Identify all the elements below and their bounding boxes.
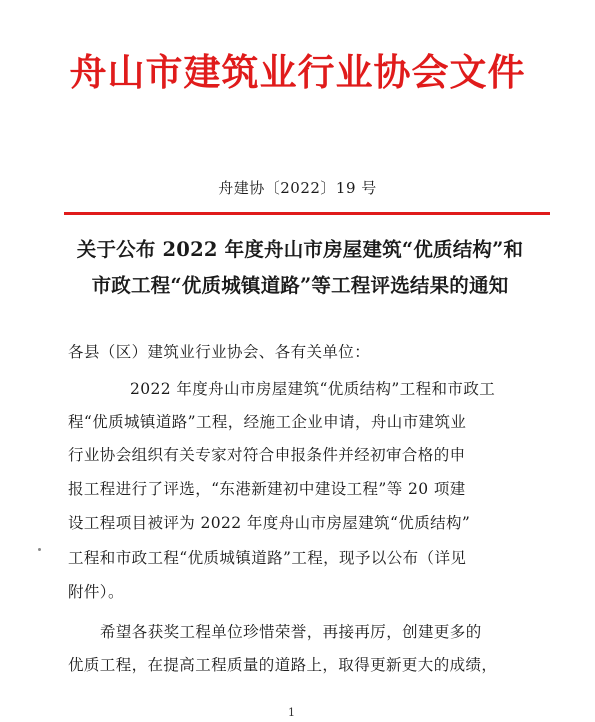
header-red-rule (64, 212, 550, 215)
paragraph-1-line: 工程和市政工程“优质城镇道路”工程，现予以公布（详见 (68, 549, 467, 567)
paragraph-2-line: 优质工程，在提高工程质量的道路上，取得更新更大的成绩， (68, 656, 498, 674)
page-number: 1 (288, 706, 295, 719)
paragraph-1-line: 行业协会组织有关专家对符合申报条件并经初审合格的申 (68, 446, 466, 464)
paragraph-1-line: 程“优质城镇道路”工程，经施工企业申请，舟山市建筑业 (68, 413, 467, 431)
salutation: 各县（区）建筑业行业协会、各有关单位： (68, 343, 371, 361)
notice-title-line-1: 关于公布 2022 年度舟山市房屋建筑“优质结构”和 (76, 238, 524, 261)
paragraph-1-line: 设工程项目被评为 2022 年度舟山市房屋建筑“优质结构” (68, 514, 471, 532)
paragraph-2-line: 希望各获奖工程单位珍惜荣誉，再接再厉，创建更多的 (100, 623, 482, 641)
paragraph-1-line: 报工程进行了评选，“东港新建初中建设工程”等 20 项建 (68, 480, 466, 498)
scan-speck (38, 548, 41, 551)
paragraph-1-line: 附件）。 (68, 583, 124, 601)
document-header-title: 舟山市建筑业行业协会文件 (69, 50, 526, 94)
paragraph-1-line: 2022 年度舟山市房屋建筑“优质结构”工程和市政工 (130, 380, 496, 398)
document-number: 舟建协〔2022〕19 号 (218, 179, 377, 197)
notice-title-line-2: 市政工程“优质城镇道路”等工程评选结果的通知 (91, 274, 509, 297)
